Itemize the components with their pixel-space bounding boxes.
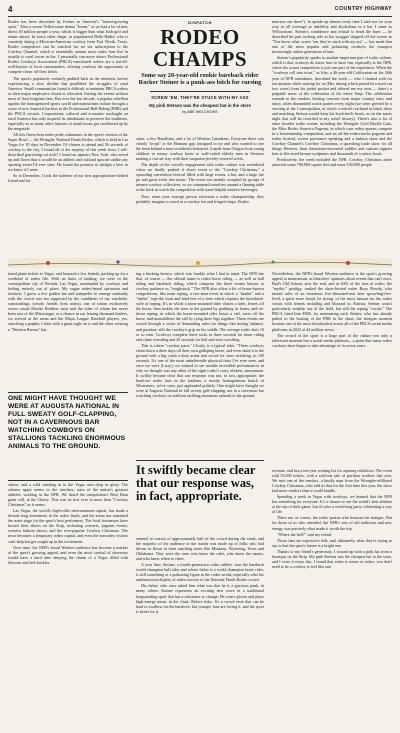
paragraph: Steiner's popularity speaks to another important part of rodeo culture, which is that cowboys do know how to have fun, especially at the NFR, where the actual competition is just one part of the experience. When the "cowboys roll into town," as Irby, a 46-year-old Californian on his 26th year of NFR attendance, described the week — who I chatted with for ten minutes while waiting for us (Her, during which period he tossed out two wave) from his jacket pocket and offered me my own — there's a palpable sense of the celebration of the entire Strip. The celebration extends to the ranches, hosting concerts from major country stars, and fancy, often dismantled watch parties every night (we were greeted by a viewing at the Cosmopolitan, at which a retired cowhand in black dress and matching Stetson would keep his boyfriend's boots, as on the men's night that will be recorded in my travel history). There's also a lot of other broader rodeo events, including the Wrangler Gold Buckle Gala, the Miss Rodeo America Pageant, in which case rodeo queens compete in a horsemanship competition, and an off-the-rodeo-tracks pageant and rodeo festival, screen poverance speaking and a fashion show and the Cowboy Channel's Cowboy Christmas, a sprawling trade show for all things Western, from rhinestone-encrusted saddles and custom cuppers hats to life-sized bronze sculptures and thousands of cowboy boots. <box>272 55 392 157</box>
article-column-1-bottom <box>8 482 128 725</box>
byline: by ABE WELCHONS <box>182 109 218 114</box>
paragraph: sleeve, and a wild winding in to the Vegas ruin drop in glory. The scheme again seems to the ranchers, stars of the nation's greatest athletes, working in the NFR. We heard the competition's Boot Barn grant will, at the Cherry. This was its first ever in more than "Cowboy Christmas" as it seems. <box>8 482 128 508</box>
article-column-2 <box>136 136 264 258</box>
article-column-3-continued <box>272 271 392 436</box>
article-column-3-bottom <box>272 468 392 725</box>
paragraph: His father, who once asked him what was that he is a gracious punk, in many others: Steiner represents an exciting new wave in a traditional longstanding sport that has a resistance to change. He wears gloves and plays high-energy music in the chute. Before rides. It's a crowd reset that can be hard to swallow for the hardcore, but younger fans are loving it, and the sport is better for it. <box>136 583 264 614</box>
paragraph: Those fans are expressive folk, and, ultimately, what they're trying to say is that the sport's future is a bright one. <box>272 537 392 548</box>
headline: RODEO CHAMPS <box>153 25 247 71</box>
article-column-3 <box>272 19 392 258</box>
article-column-2-continued <box>136 271 264 459</box>
tagline: SCREW 'EM, THEY'RE STUCK WITH MY ASS <box>151 94 249 100</box>
article-column-2-bottom <box>136 536 264 725</box>
paragraph: marriors out there"). In upside up almost every time I said not for your way to all coverage as infidelity and alcoholism in a bar. I same as Yellowstone. Steiner's confidence and refusal to bend the knee — he described his part rocking ride as his swagger dripped off the screen as "You know what, screw 'em, they're stuck with my ass" — has made him one of the most popular and polarizing cowboys the youngest increasingly online generation of fans. <box>272 19 392 55</box>
article-column-1-continued <box>8 271 128 331</box>
paragraph: seemed to consist of approximately half of the crowd during the week, and the majority of the audience in the stands was made up of folks who had driven or flown in from ranching states like Montana, Wyoming, Texas and Oklahoma. They were the ones who knew the rules, who knew the names, and who knew when to cheer. <box>136 536 264 562</box>
paragraph: Rodeo has been described by Forbes as America's "fastest-growing sport." After a recent Yellowstone drama "boom," as we had a lot of new direct 40 million people a year, which is bigger than what both golf and tennis attract. In every other shape, as popularized Bella Hadid, who is currently dating a Mexican-American cowboy from Fort Worth, Texas. Rodeo competitors can be watched for no via subscription to the Cowboy Channel, which is essentially unseen most rodeo fans live in usually is rural towns in the. I personally can more attract Professional Rodeo Cowboys Association (PRCA)-sanctioned rodeos are a not-all-well-known of local communities, offering cowboys the opportunity to compete closer off their fields. <box>8 19 128 75</box>
side-pull-quote: ONE MIGHT HAVE THOUGHT WE WERE AT AUGUSTA NATIONAL IN FULL SWEATY GOLF-CLAPPING, NOT IN A CAVERNOUS BAR WATCHING COWBOYS ON STALLIONS TACKLING ENORMOUS ANIMALS TO THE GROUND. <box>8 395 126 450</box>
deck: Some say 20-year-old rookie bareback rider Rocker Steiner is a punk-ass bitch for cursing <box>138 72 262 87</box>
quote-rule-bottom <box>8 480 128 481</box>
page-header <box>8 3 392 15</box>
quote-rule-top <box>8 392 128 393</box>
paragraph: revenue, and has a ten-year waiting list for aspiring exhibitors. The event sold 55,000 tickets, with a sold-out sale of pavilion workers that year. We met one of the vendors, a kindly man from the Wrangler-affiliated Cowboy Christmas, who told us that for the first time this year, the show had more vendors than it could handle. <box>272 468 392 494</box>
paragraph: ing a bucking bronco, which was frankly what I had in mind. The NFR has that, of course — the official name is rodeo horse riding — as well as bull riding and bareback riding, which comprise the three events known in cowboy parlance as "roughstock." The NFR also offers a lot of lesser-known competitions, like team roping, a two-man event in which a "header" and a "heeler" rope the front and hind feet of a steer which requires the horseback-style of roping. It's in which a horse mounted rider chases a steer, leaves off the horse, then tackles the steer to the ground by grabbing its horns; and tie-down roping, in which the horse-mounted rider lassos a calf, races off the horse, and immobilizes the calf by tying three legs together. These events are scored through a series of demanding rules for things like timing, balance, and position; still the cowboy's grip on his saddle. The average rodeo lasts 10 or so runs. Cowboys complete these tasks in three seconds for timer riding and chase wrestling and 45 seconds for bull and steer wrestling. <box>136 271 264 342</box>
paragraph: itated plane tickets to Vegas, and honored a few friends, packing up for a weekend of rodeo life. With no hints of landing, we were in the cosmopolitan city of Nevada, Las Vegas, surrounded by cowboys and feeling entirely out of place. My vague rodeo-based optimism and instincts. I guess a few golden hat and stampeder to emerge randomly with the crowd was not supported by the conditions of my wardrobe, surroundings, (rowdy friends from rodeo), one of whom exclusively wears casual Brooks Brothers suits and the other of whom has never been east of the Mississippi, or a chance in our leasing thousand leaders, we arrived at the arena and the Major League Baseball players, yes, searching a graphic t-shirt with a giant eagle on it and the other wearing a "Western Racing" hat. <box>8 271 128 331</box>
paragraph: The crowd of the sport is a huge part of the culture not only a television moment but a social media platform—a point that many rodeo cowboys have begun to take advantage of in recent years. <box>272 332 392 348</box>
deck-rule <box>150 91 250 92</box>
section-name: COUNTRY HIGHWAY <box>334 6 392 12</box>
paragraph: Las Vegas, the world's high-roller entertainment capital, has made a decade-long investment in the rodeo finals, and the arena has remained the main stage for the sport's best performers. The local businesses have hosted their shows on the Strip, including concerts, pageant events, western fashion shows, and the ever-popular Cowboy Christmas. The town becomes a temporary rodeo capital, and even the nonrodeo visitors can't help but get caught up in the excitement. <box>8 508 128 544</box>
paragraph: "Where the hell?" said my friend. <box>277 531 332 537</box>
article-column-1 <box>8 19 128 259</box>
blurb: My pink Stetson was the cheapest hat in the store <box>149 102 251 108</box>
page-number: 4 <box>8 4 13 14</box>
paragraph: Over time, the NFR's broad Western audience has become a marker of the sport's growing appeal, and even the most cynical of observers would have a hard time denying the charm of a Vegas filled with Stetsons and belt buckles. <box>8 544 128 565</box>
header-rule <box>8 16 392 17</box>
rodeo-illustration <box>8 258 392 268</box>
paragraph: There are, of course, the rodeo purists who bemoan the changes. But for those of us who attended, the NFR's mix of old traditions and new energy was precisely what made it worth the trip. <box>272 515 392 531</box>
paragraph: The depth of the crowd's engagement with rodeo culture was revitalized when we finally pushed it down event to the "Cowboy Christmas," a sprawling convention festival filled with large events, a bar, and a large tire pit and great event free music. The event was mainly occupied by groups of intense cowboy collectives, so we consumed ourselves around a flaming table at the back as watch the competition with some helpful outdoor beverages. <box>136 162 264 193</box>
paragraph: sister, a few Brazilians, and a lot of Western Canadians. Everyone there was clearly "in-pit" or the Humans guy, intrigued to try and who wanted to rise the been behind a most wonderful bolstered. Guards from Oregon from young children in teensy cowboy boots to wall-cutted elderly men in Stetsons making a con-an-way with their turquoise-jewelry-covered wives. <box>136 136 264 162</box>
paragraph: All this flavor beat rodeo pride culminates in the sport's version of the Super Bowl — the Wrangler National Finals Rodeo, which is held in Las Vegas for 10 days in December. I'd chosen to attend and 56 seconds of cowboy to the city, I found all of the majesty of this week from, I self-described gun-toting cat rock? I found an upstairs New York, who saved up and flown that it would be an athletic and cultural upscale unlike any sporting event I'd ever seen. He found the promise to skidgin a beer in we knew if I went. <box>8 132 128 173</box>
paragraph: Predictively, the week included the NFR. Cowboy Christmas alone attracted some 700,000 square feet and some 100,000 people. <box>272 157 392 168</box>
headline-block <box>136 19 264 135</box>
paragraph: Now, when your average person envisions a rodeo championship, they probably imagine a crowd in a cowboy hat and fringed chaps. Rodeo <box>136 193 264 204</box>
paragraph: Nevertheless, the NFR's broad Western audience is the sport's growing appeal to mainstream, as bleachers' opinions about events that can't exist. Bud's Old Saloon, now the real, and as 63% of the fans of rodeo, the "mythic" prodigy, ranked the show-hosted rodeo Boys Rowdy, who turned sales of an enormous five-thousand-seat beer sprawling-five-level, a spirit more broad, he strong, of the most famous for the rodeo circuit with friends including and blizzard in, Kansas, Steiner wasn't particularly notably, out of the field, but still the roping "vocals." The PRCA fined him $500, for nominating each Steiner, who has already pulled in the hosting of the PBR in the show, the shotgun moment became one of the most downloaded across all of the PRCA social media platforms in 2022 at 44 million views. <box>272 271 392 332</box>
paragraph: Spending a week in Vegas with cowboys, we learned that the NFR has something for everyone. It's a chance to see the world's best athletes at the top of their game, but it's also a week-long party celebrating a way of life. <box>272 494 392 515</box>
kicker: DISPATCH <box>188 20 212 25</box>
paragraph: The sport's popularity certainly padded back in the nineteen, before experiencing a slow decline that paralleled the struggles of rural America. Small communities found it difficult to maintain PRCA rodeos as their major employers closed or relocated, leaving the events without most of their longtime fans. But over the last decade, a popular rebellion against the homogenized sports world and mainstream culture brought a wave of new financial backers to the Professional Bull Riding (PBR) and the PRCA circuits. Corporations, cultural and economic onslaught on rural America has only inspired its inhabitants to preserve the traditions, especially so as many other features of small towns got swallowed up by the megaside. <box>8 75 128 131</box>
paragraph: So in December, I took the stiffener of my best appropriation-clothed friend and his <box>8 173 128 184</box>
paragraph: Thanks to my friend's generosity, I wound up with a pink hat from a boutique on the Strip. My pink Stetson was the cheapest hat in the store, and I wore it every day. I found that when it comes to rodeo, you don't need to be a cowboy to feel like one. <box>272 548 392 569</box>
paragraph: A year later, Steiner, a fourth-generation rodeo athlete, won the bareback world-champion bull rider and whose father is a world champion bronc rider, is still something of a polarizing figure in the rodeo world, especially after his rambunctious display of rodeo success to the National Finals Rodeo crowd. <box>136 562 264 583</box>
pull-quote: It swiftly became clear that our response was, in fact, appropriate. <box>136 460 264 538</box>
paragraph: That is where "cowboy parts." Clearly is a typical rider. "These cowboys clean down a three days off their own galloping horse, and even skate it to the ground with a big crash a dirty arena and crowd for steer wrestling, in 100 seconds. It's one of the most unbelievable physical feats I've ever seen, and once we were (Larry), we wanted to see notable incredible performances in why we thought was any other of the eight rodeo's crazy slickest, amusement. It swiftly became clear that our response was not, in fact, appropriate; the hardcore rodeo fans in the stadium, a mostly homogeneous bunch of Westerners, we've seen, just applauded politely. One might have thought we were at Augusta National in full sweaty golf-clapping, not in a cavernous bar watching cowboys on stallions tackling enormous animals to the ground. <box>136 342 264 399</box>
